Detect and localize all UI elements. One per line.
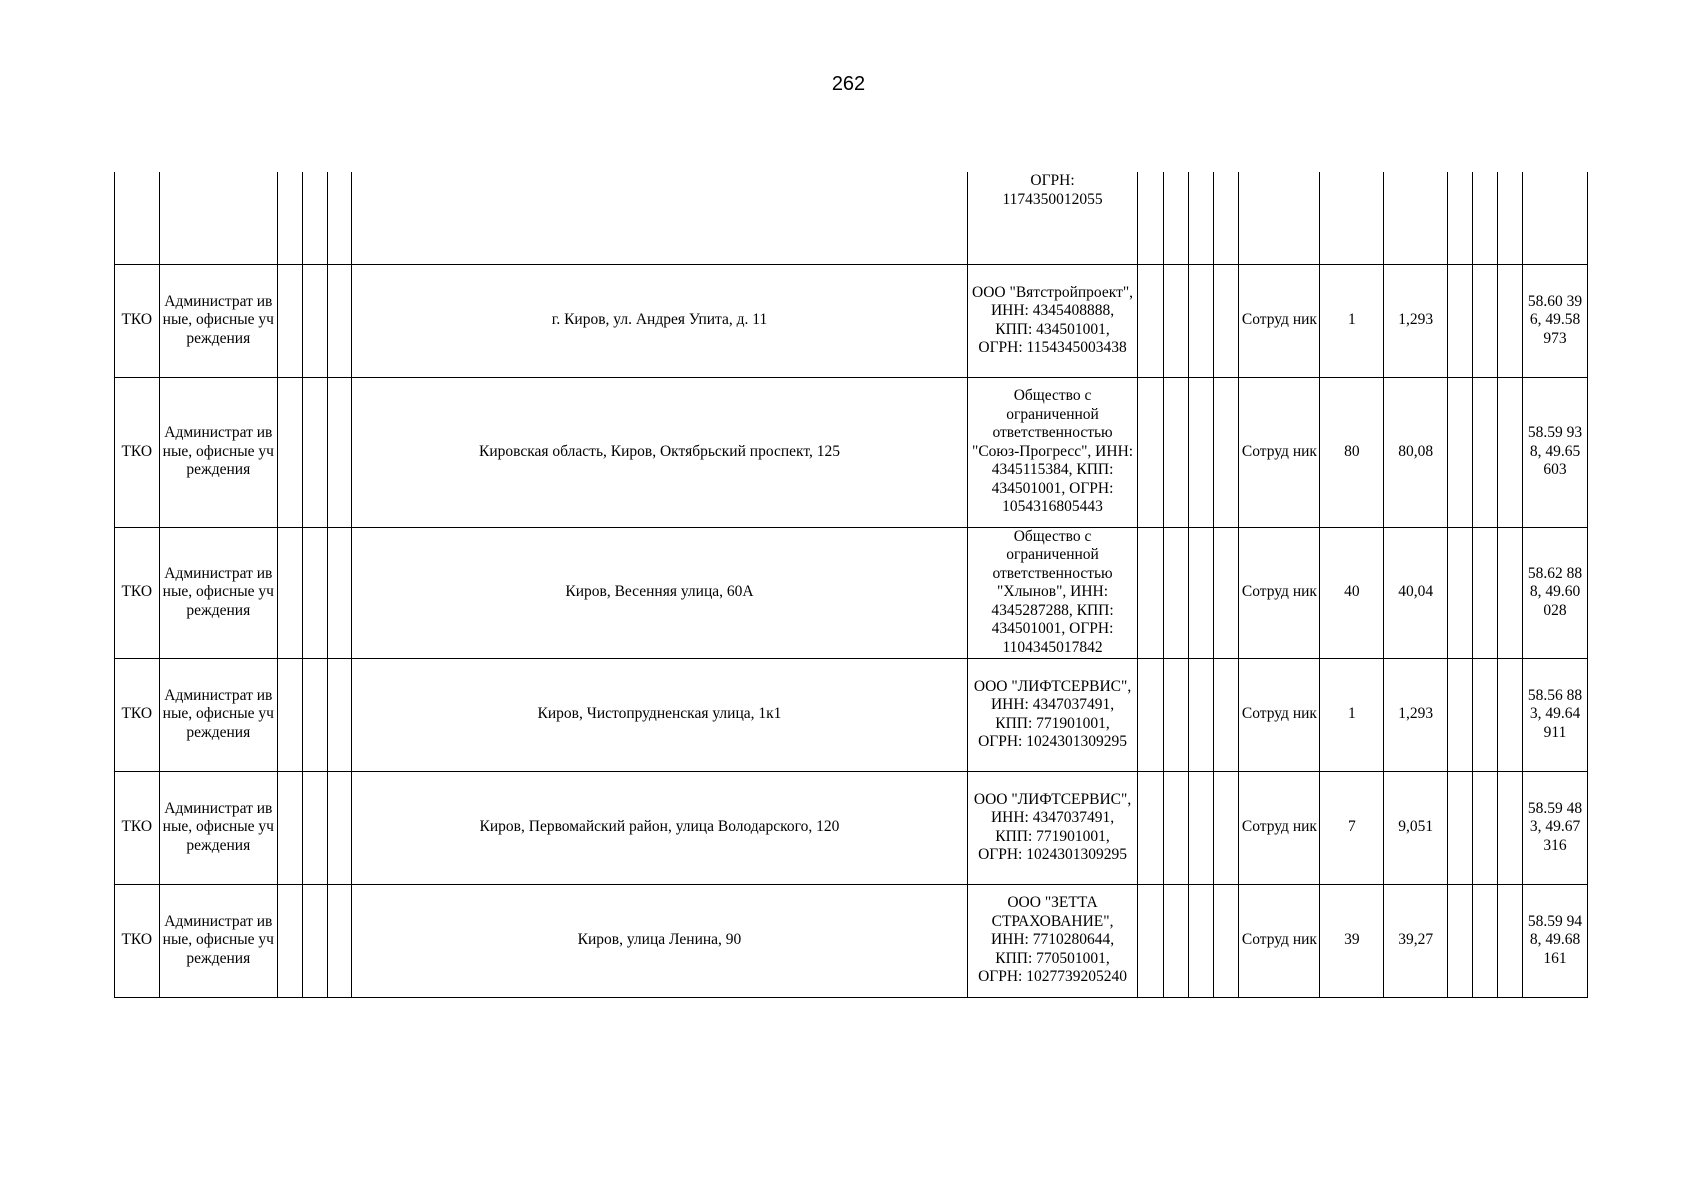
cell-empty — [278, 658, 303, 771]
cell-empty — [1138, 377, 1164, 527]
cell-empty — [1448, 172, 1473, 264]
cell-empty — [1214, 771, 1239, 884]
cell-empty — [1188, 264, 1213, 377]
cell-empty — [327, 264, 351, 377]
cell-empty — [303, 172, 327, 264]
cell-empty — [1138, 884, 1164, 997]
cell-empty — [1164, 658, 1188, 771]
cell-empty — [1497, 527, 1522, 658]
cell-organization: ООО "Вятстройпроект", ИНН: 4345408888, КПП: 434501001, ОГРН: 1154345003438 — [967, 264, 1137, 377]
cell-waste: ТКО — [115, 377, 160, 527]
cell-coordinates: 58.59 948, 49.68 161 — [1523, 884, 1588, 997]
cell-count: 1 — [1320, 658, 1384, 771]
cell-coordinates: 58.56 883, 49.64 911 — [1523, 658, 1588, 771]
cell-waste: ТКО — [115, 527, 160, 658]
table-row — [115, 264, 1588, 377]
cell-organization: Общество с ограниченной ответственностью "Хлынов", ИНН: 4345287288, КПП: 434501001, ОГРН: 1104345017842 — [967, 527, 1137, 658]
cell-empty — [327, 771, 351, 884]
cell-empty — [327, 527, 351, 658]
cell-empty — [1473, 377, 1497, 527]
cell-empty — [1214, 527, 1239, 658]
cell-waste: ТКО — [115, 884, 160, 997]
cell-empty — [1214, 884, 1239, 997]
cell-empty — [327, 658, 351, 771]
cell-empty — [1497, 884, 1522, 997]
cell-waste: ТКО — [115, 658, 160, 771]
cell-coordinates: 58.59 938, 49.65 603 — [1523, 377, 1588, 527]
cell-empty — [278, 884, 303, 997]
cell-empty — [303, 264, 327, 377]
cell-coordinates: 58.60 396, 49.58 973 — [1523, 264, 1588, 377]
cell-address — [352, 172, 968, 264]
cell-address: г. Киров, ул. Андрея Упита, д. 11 — [352, 264, 968, 377]
table-row — [115, 527, 1588, 658]
cell-empty — [1188, 172, 1213, 264]
cell-category: Администрат ивные, офисные учреждения — [159, 527, 278, 658]
cell-category: Администрат ивные, офисные учреждения — [159, 658, 278, 771]
cell-empty — [1188, 771, 1213, 884]
cell-count: 39 — [1320, 884, 1384, 997]
cell-count: 40 — [1320, 527, 1384, 658]
cell-empty — [1188, 884, 1213, 997]
cell-address: Киров, улица Ленина, 90 — [352, 884, 968, 997]
table-row — [115, 771, 1588, 884]
cell-empty — [1138, 172, 1164, 264]
cell-category: Администрат ивные, офисные учреждения — [159, 884, 278, 997]
cell-coordinates: 58.62 888, 49.60 028 — [1523, 527, 1588, 658]
cell-empty — [1188, 658, 1213, 771]
page-number: 262 — [831, 73, 866, 95]
cell-empty — [1188, 377, 1213, 527]
cell-unit: Сотруд ник — [1239, 658, 1320, 771]
cell-address: Киров, Весенняя улица, 60А — [352, 527, 968, 658]
cell-empty — [327, 377, 351, 527]
cell-empty — [1214, 172, 1239, 264]
cell-organization: ОГРН: 1174350012055 — [967, 172, 1137, 264]
waste-source-table — [114, 172, 1588, 998]
cell-unit: Сотруд ник — [1239, 264, 1320, 377]
cell-organization: Общество с ограниченной ответственностью "Союз-Прогресс", ИНН: 4345115384, КПП: 434501001, ОГРН: 1054316805443 — [967, 377, 1137, 527]
cell-empty — [1473, 771, 1497, 884]
cell-count — [1320, 172, 1384, 264]
cell-empty — [1473, 527, 1497, 658]
cell-empty — [1473, 264, 1497, 377]
cell-empty — [1497, 658, 1522, 771]
cell-unit: Сотруд ник — [1239, 527, 1320, 658]
cell-empty — [303, 771, 327, 884]
cell-unit: Сотруд ник — [1239, 377, 1320, 527]
cell-empty — [1164, 264, 1188, 377]
cell-empty — [1214, 264, 1239, 377]
cell-volume: 80,08 — [1384, 377, 1448, 527]
cell-empty — [1497, 377, 1522, 527]
cell-volume — [1384, 172, 1448, 264]
cell-coordinates — [1523, 172, 1588, 264]
cell-volume: 1,293 — [1384, 264, 1448, 377]
cell-empty — [1188, 527, 1213, 658]
table-row-continuation — [115, 172, 1588, 264]
cell-empty — [1164, 377, 1188, 527]
cell-empty — [278, 264, 303, 377]
cell-empty — [1214, 377, 1239, 527]
cell-empty — [278, 377, 303, 527]
cell-empty — [1138, 527, 1164, 658]
cell-empty — [303, 658, 327, 771]
cell-category: Администрат ивные, офисные учреждения — [159, 771, 278, 884]
cell-empty — [1138, 771, 1164, 884]
cell-empty — [1473, 658, 1497, 771]
cell-category: Администрат ивные, офисные учреждения — [159, 377, 278, 527]
cell-waste: ТКО — [115, 264, 160, 377]
table-row — [115, 377, 1588, 527]
cell-empty — [303, 884, 327, 997]
cell-volume: 1,293 — [1384, 658, 1448, 771]
cell-waste: ТКО — [115, 771, 160, 884]
cell-empty — [1138, 658, 1164, 771]
cell-volume: 40,04 — [1384, 527, 1448, 658]
cell-count: 80 — [1320, 377, 1384, 527]
cell-empty — [303, 527, 327, 658]
table-row — [115, 884, 1588, 997]
cell-empty — [1448, 658, 1473, 771]
cell-empty — [1448, 264, 1473, 377]
cell-empty — [1448, 771, 1473, 884]
cell-category — [159, 172, 278, 264]
cell-category: Администрат ивные, офисные учреждения — [159, 264, 278, 377]
cell-address: Киров, Чистопрудненская улица, 1к1 — [352, 658, 968, 771]
cell-organization: ООО "ЛИФТСЕРВИС", ИНН: 4347037491, КПП: 771901001, ОГРН: 1024301309295 — [967, 771, 1137, 884]
table-row — [115, 658, 1588, 771]
cell-empty — [1164, 884, 1188, 997]
cell-empty — [1473, 172, 1497, 264]
cell-waste — [115, 172, 160, 264]
cell-empty — [1448, 884, 1473, 997]
cell-empty — [278, 771, 303, 884]
cell-volume: 9,051 — [1384, 771, 1448, 884]
cell-organization: ООО "ЗЕТТА СТРАХОВАНИЕ", ИНН: 7710280644, КПП: 770501001, ОГРН: 1027739205240 — [967, 884, 1137, 997]
cell-empty — [1164, 527, 1188, 658]
cell-empty — [327, 172, 351, 264]
cell-coordinates: 58.59 483, 49.67 316 — [1523, 771, 1588, 884]
cell-empty — [303, 377, 327, 527]
cell-empty — [1497, 172, 1522, 264]
cell-empty — [1448, 527, 1473, 658]
cell-volume: 39,27 — [1384, 884, 1448, 997]
cell-empty — [1473, 884, 1497, 997]
cell-count: 1 — [1320, 264, 1384, 377]
cell-unit — [1239, 172, 1320, 264]
cell-empty — [1497, 771, 1522, 884]
cell-unit: Сотруд ник — [1239, 884, 1320, 997]
cell-empty — [1164, 172, 1188, 264]
cell-empty — [1497, 264, 1522, 377]
cell-unit: Сотруд ник — [1239, 771, 1320, 884]
cell-empty — [327, 884, 351, 997]
table-body — [115, 172, 1588, 997]
cell-count: 7 — [1320, 771, 1384, 884]
cell-address: Кировская область, Киров, Октябрьский проспект, 125 — [352, 377, 968, 527]
cell-address: Киров, Первомайский район, улица Володарского, 120 — [352, 771, 968, 884]
cell-empty — [1448, 377, 1473, 527]
cell-empty — [278, 527, 303, 658]
cell-empty — [1214, 658, 1239, 771]
cell-empty — [278, 172, 303, 264]
cell-organization: ООО "ЛИФТСЕРВИС", ИНН: 4347037491, КПП: 771901001, ОГРН: 1024301309295 — [967, 658, 1137, 771]
cell-empty — [1164, 771, 1188, 884]
cell-empty — [1138, 264, 1164, 377]
